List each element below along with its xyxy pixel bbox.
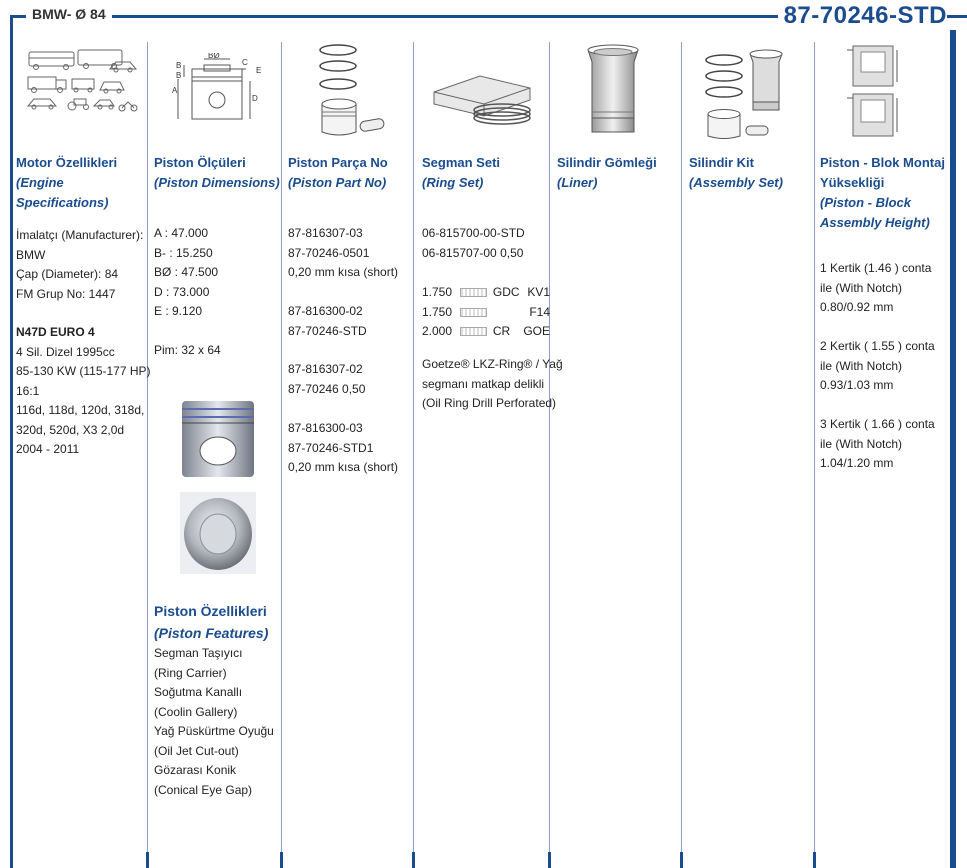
ring-note-line: (Oil Ring Drill Perforated) — [422, 396, 557, 410]
assembly-height-subtitle: Assembly Height) — [820, 215, 930, 230]
ring-coating: CR — [492, 324, 511, 338]
ring-row — [422, 283, 550, 303]
ring-part-number: 06-815700-00-STD — [422, 226, 525, 240]
header-rule — [10, 15, 785, 18]
dimension-line: D : 73.000 — [154, 284, 210, 299]
piston-dimensions-list — [154, 224, 280, 322]
dimension-line: B- : 15.250 — [154, 245, 213, 260]
label-b: B — [176, 61, 182, 70]
ring-height: 1.750 — [422, 285, 453, 299]
part-number: 87-70246 0,50 — [288, 381, 366, 396]
ring-profile-icon — [460, 288, 487, 297]
notch-group — [820, 259, 948, 318]
ring-type: GOE — [523, 324, 551, 338]
assembly-height-title: Yüksekliği — [820, 175, 885, 190]
label-a: A — [172, 86, 178, 95]
liner-subtitle: (Liner) — [557, 175, 598, 190]
label-e: E — [256, 66, 262, 75]
ring-type: KV1 — [527, 285, 551, 299]
engine-code-block — [16, 323, 151, 460]
spec-line: İmalatçı (Manufacturer): — [16, 228, 144, 242]
notch-line: 0.80/0.92 mm — [820, 300, 894, 314]
column-tick — [813, 852, 816, 868]
spec-line: BMW — [16, 247, 46, 262]
part-group — [288, 419, 412, 478]
engine-line: 85-130 KW (115-177 HP) — [16, 364, 151, 378]
assembly-height-subtitle: (Piston - Block — [820, 195, 912, 210]
label-b2: B — [176, 71, 182, 80]
part-group — [288, 302, 412, 341]
ring-set-subtitle: (Ring Set) — [422, 175, 484, 190]
engine-line: 16:1 — [16, 383, 40, 398]
ring-row — [422, 303, 550, 323]
part-number: 87-816300-03 — [288, 421, 363, 435]
part-number: 87-816307-03 — [288, 226, 363, 240]
liner-column — [557, 153, 681, 193]
column-tick — [146, 852, 149, 868]
piston-dimensions-subtitle: (Piston Dimensions) — [154, 175, 280, 190]
ring-type: F14 — [529, 304, 551, 319]
column-divider — [281, 42, 282, 868]
ring-set-column — [422, 153, 548, 193]
liner-title: Silindir Gömleği — [557, 155, 657, 170]
ring-set-title: Segman Seti — [422, 155, 501, 170]
notch-line: 1.04/1.20 mm — [820, 456, 894, 470]
engine-specs-title: Motor Özellikleri — [16, 155, 118, 170]
ring-profile-icon — [460, 308, 487, 317]
label-bo: BØ — [208, 53, 220, 60]
cylinder-kit-subtitle: (Assembly Set) — [689, 175, 783, 190]
column-tick — [548, 852, 551, 868]
column-tick — [280, 852, 283, 868]
dimension-line: E : 9.120 — [154, 304, 203, 318]
engine-line: 4 Sil. Dizel 1995cc — [16, 344, 115, 359]
label-d: D — [252, 94, 258, 103]
cylinder-kit-icon — [700, 46, 796, 142]
part-group — [288, 224, 412, 283]
engine-specs-subtitle: (Engine Specifications) — [16, 175, 109, 210]
part-note: 0,20 mm kısa (short) — [288, 460, 399, 474]
column-divider — [549, 42, 550, 868]
part-number: 87-70246-STD1 — [288, 440, 374, 455]
notch-line: 2 Kertik ( 1.55 ) conta — [820, 339, 935, 353]
column-divider — [147, 42, 148, 868]
cylinder-kit-title: Silindir Kit — [689, 155, 754, 170]
notch-line: 3 Kertik ( 1.66 ) conta — [820, 417, 935, 431]
engine-line: 2004 - 2011 — [16, 442, 80, 456]
notch-line: ile (With Notch) — [820, 436, 903, 451]
feature-line: (Conical Eye Gap) — [154, 782, 253, 797]
column-tick — [680, 852, 683, 868]
piston-part-column — [288, 153, 412, 193]
spec-line: Çap (Diameter): 84 — [16, 267, 119, 281]
column-divider — [413, 42, 414, 868]
column-tick — [412, 852, 415, 868]
ring-coating: GDC — [492, 285, 520, 299]
notch-line: ile (With Notch) — [820, 280, 903, 295]
ring-part-number: 06-815707-00 0,50 — [422, 245, 524, 260]
piston-dimensions-column — [154, 153, 280, 193]
notch-line: 0.93/1.03 mm — [820, 378, 894, 392]
piston-photo-side — [180, 397, 256, 479]
header-rule-right — [945, 15, 967, 18]
engine-line: 116d, 118d, 120d, 318d, — [16, 403, 145, 417]
ring-note-line: Goetze® LKZ-Ring® / Yağ — [422, 357, 563, 371]
engine-specs-column — [16, 153, 146, 213]
piston-features-column — [154, 600, 280, 800]
engine-specs-list — [16, 226, 146, 304]
frame-right-border — [950, 30, 956, 868]
column-divider — [681, 42, 682, 868]
piston-block-diagram — [845, 42, 915, 142]
part-number: 87-70246-STD — [288, 323, 367, 338]
part-number: 87-816307-02 — [288, 362, 363, 376]
notch-group — [820, 415, 948, 474]
piston-part-subtitle: (Piston Part No) — [288, 175, 387, 190]
column-divider — [814, 42, 815, 868]
ring-part-list — [422, 224, 548, 263]
dimension-line: A : 47.000 — [154, 226, 209, 240]
ring-height: 1.750 — [422, 304, 453, 319]
piston-features-title: Piston Özellikleri — [154, 603, 267, 619]
piston-photo-top — [180, 492, 256, 574]
vehicles-icon — [26, 42, 140, 118]
engine-code: N47D EURO 4 — [16, 325, 95, 339]
part-number-title: 87-70246-STD — [778, 2, 947, 30]
assembly-height-title: Piston - Blok Montaj — [820, 155, 945, 170]
notch-line: ile (With Notch) — [820, 358, 903, 373]
feature-line: (Ring Carrier) — [154, 665, 227, 680]
pin-size-block — [154, 341, 280, 361]
brand-label: BMW- Ø 84 — [26, 6, 112, 22]
feature-line: (Coolin Gallery) — [154, 704, 238, 719]
pin-size: Pim: 32 x 64 — [154, 343, 221, 357]
feature-line: (Oil Jet Cut-out) — [154, 743, 239, 758]
ring-note — [422, 355, 563, 414]
part-number: 87-70246-0501 — [288, 245, 370, 260]
notch-line: 1 Kertik (1.46 ) conta — [820, 261, 932, 275]
ring-set-box-icon — [430, 66, 540, 126]
engine-line: 320d, 520d, X3 2,0d — [16, 422, 125, 437]
part-note: 0,20 mm kısa (short) — [288, 265, 399, 279]
ring-row — [422, 322, 550, 342]
piston-dimension-diagram — [170, 53, 265, 125]
notch-group — [820, 337, 948, 396]
frame-left-border — [10, 15, 13, 868]
feature-line: Gözarası Konik — [154, 763, 237, 777]
piston-dimensions-title: Piston Ölçüleri — [154, 155, 246, 170]
dimension-line: BØ : 47.500 — [154, 265, 219, 279]
feature-line: Soğutma Kanallı — [154, 685, 243, 699]
piston-features-subtitle: (Piston Features) — [154, 625, 269, 641]
label-c: C — [242, 58, 248, 67]
feature-line: Yağ Püskürtme Oyuğu — [154, 724, 274, 738]
ring-spec-table — [422, 283, 550, 342]
cylinder-liner-icon — [572, 42, 662, 138]
part-number: 87-816300-02 — [288, 304, 363, 318]
assembly-height-column — [820, 153, 948, 233]
ring-note-line: segmanı matkap delikli — [422, 376, 545, 391]
feature-line: Segman Taşıyıcı — [154, 646, 243, 660]
part-group — [288, 360, 412, 399]
piston-with-rings-icon — [316, 42, 392, 138]
ring-height: 2.000 — [422, 324, 453, 338]
ring-profile-icon — [460, 327, 487, 336]
cylinder-kit-column — [689, 153, 813, 193]
piston-part-title: Piston Parça No — [288, 155, 388, 170]
spec-line: FM Grup No: 1447 — [16, 286, 116, 301]
